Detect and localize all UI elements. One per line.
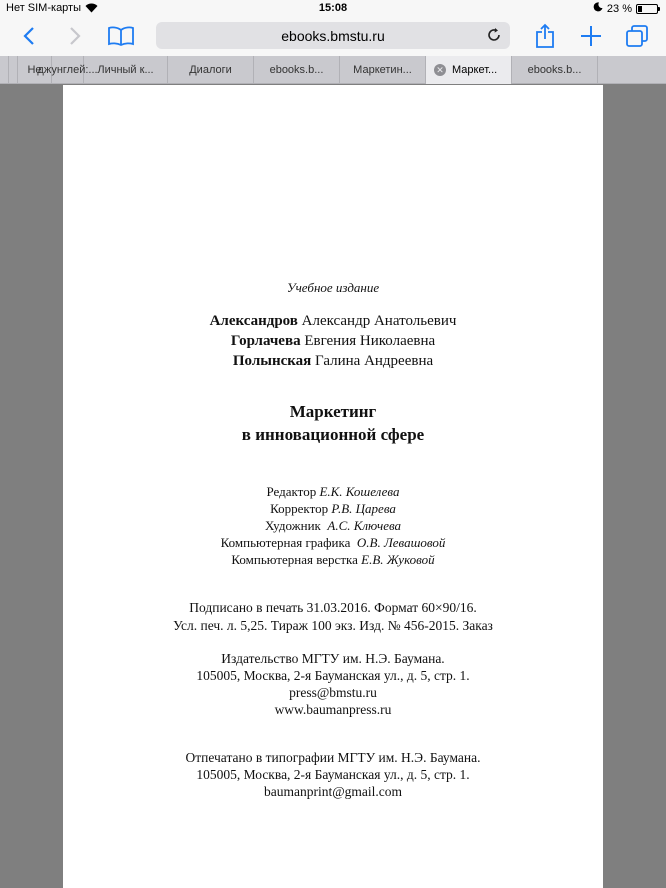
tab-bar-spacer bbox=[598, 56, 666, 84]
publisher-website: www.baumanpress.ru bbox=[274, 702, 392, 717]
tab-item[interactable]: ebooks.b... bbox=[512, 56, 598, 84]
browser-toolbar bbox=[0, 18, 666, 56]
staff-line: Художник А.С. Ключева bbox=[264, 518, 402, 533]
tab-bar bbox=[0, 56, 666, 84]
author-line: Горлачева Евгения Николаевна bbox=[230, 333, 436, 349]
staff-block bbox=[63, 483, 603, 568]
tab-item[interactable]: Личный к... bbox=[84, 56, 168, 84]
plus-icon bbox=[580, 25, 602, 47]
authors-block bbox=[63, 311, 603, 371]
tabs-overview-button[interactable] bbox=[622, 21, 652, 51]
printer-email: baumanprint@gmail.com bbox=[263, 784, 403, 799]
status-bar bbox=[0, 0, 666, 18]
tab-item[interactable]: Маркетин... bbox=[340, 56, 426, 84]
tab-item[interactable]: ebooks.b... bbox=[254, 56, 340, 84]
staff-line: Корректор Р.В. Царева bbox=[270, 501, 396, 516]
address-bar[interactable] bbox=[156, 22, 510, 49]
tab-item[interactable]: джунглей:... bbox=[52, 56, 84, 84]
book-icon bbox=[108, 26, 134, 46]
forward-button[interactable] bbox=[60, 21, 90, 51]
battery-icon bbox=[636, 4, 658, 14]
reload-icon bbox=[486, 27, 502, 43]
tabs-icon bbox=[625, 24, 649, 48]
author-line: Полынская Галина Андреевна bbox=[232, 353, 434, 369]
reload-button[interactable] bbox=[486, 27, 502, 43]
share-button[interactable] bbox=[530, 21, 560, 51]
document-page bbox=[63, 85, 603, 888]
clock: 15:08 bbox=[318, 2, 348, 14]
battery-percent: 23 % bbox=[606, 2, 632, 15]
bookmarks-button[interactable] bbox=[106, 21, 136, 51]
url-text: ebooks.bmstu.ru bbox=[281, 27, 385, 44]
back-button[interactable] bbox=[14, 21, 44, 51]
edition-label: Учебное издание bbox=[286, 280, 380, 295]
tab-item-active[interactable]: ✕ Маркет... bbox=[426, 56, 512, 84]
new-tab-button[interactable] bbox=[576, 21, 606, 51]
tab-edge bbox=[9, 56, 18, 84]
staff-line: Редактор Е.К. Кошелева bbox=[266, 484, 400, 499]
close-tab-icon[interactable]: ✕ bbox=[434, 64, 446, 76]
share-icon bbox=[535, 23, 555, 49]
chevron-left-icon bbox=[22, 26, 36, 46]
tab-item[interactable]: Диалоги bbox=[168, 56, 254, 84]
chevron-right-icon bbox=[68, 26, 82, 46]
author-line: Александров Александр Анатольевич bbox=[209, 313, 457, 329]
staff-line: Компьютерная графика О.В. Левашовой bbox=[220, 535, 446, 550]
staff-line: Компьютерная верстка Е.В. Жуковой bbox=[231, 552, 435, 567]
publisher-email: press@bmstu.ru bbox=[289, 685, 377, 700]
print-info-block: Подписано в печать 31.03.2016. Формат 60×90/16. Усл. печ. л. 5,25. Тираж 100 экз. Изд. № 456-2015. Заказ bbox=[173, 600, 493, 633]
tab-edge bbox=[0, 56, 9, 84]
publisher-block: Издательство МГТУ им. Н.Э. Баумана. 105005, Москва, 2-я Бауманская ул., д. 5, стр. 1. press@bmstu.ru www.baumanpress.ru bbox=[63, 650, 603, 718]
book-title: Маркетинг в инновационной сфере bbox=[241, 402, 425, 444]
moon-icon bbox=[593, 2, 603, 15]
carrier-label: Нет SIM-карты bbox=[6, 2, 82, 14]
printer-block: Отпечатано в типографии МГТУ им. Н.Э. Баумана. 105005, Москва, 2-я Бауманская ул., д. 5, стр. 1. baumanprint@gmail.com bbox=[63, 749, 603, 800]
tab-item[interactable]: Не bbox=[18, 56, 52, 84]
